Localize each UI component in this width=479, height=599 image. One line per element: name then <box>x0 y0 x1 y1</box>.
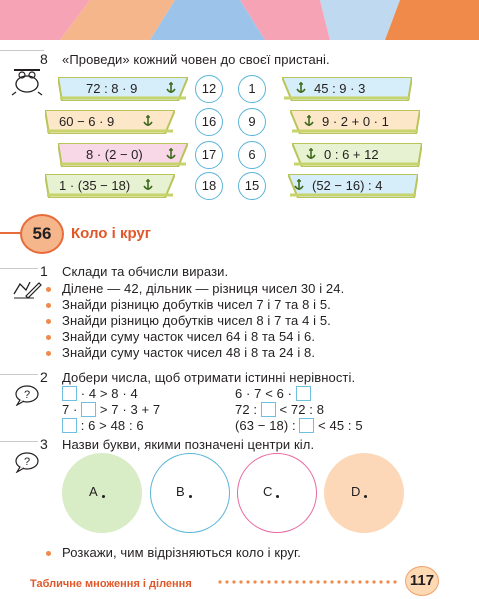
center-label-b: B <box>176 484 185 499</box>
bullet-point <box>46 287 51 292</box>
right-boat <box>282 77 412 101</box>
answer-bubble-left: 17 <box>195 141 223 169</box>
answer-bubble-right: 6 <box>238 141 266 169</box>
bullet-point <box>46 319 51 324</box>
bullet-point <box>46 351 51 356</box>
center-point-a <box>102 495 105 498</box>
left-boat <box>45 110 175 134</box>
inequality <box>235 386 311 401</box>
exercise-1-number: 1 <box>40 263 48 279</box>
answer-bubble-left: 12 <box>195 75 223 103</box>
answer-bubble-left: 18 <box>195 172 223 200</box>
exercise-8-number: 8 <box>40 51 48 67</box>
center-point-c <box>276 495 279 498</box>
answer-box[interactable] <box>81 402 96 417</box>
exercise-2-rule <box>0 374 38 375</box>
inequality <box>235 402 324 417</box>
boat-expression: 1 · (35 − 18) <box>59 178 131 193</box>
inequality-left-part: (63 − 18) : <box>235 418 300 433</box>
center-label-d: D <box>351 484 361 499</box>
inequality-left-part: 6 · 7 < 6 · <box>235 386 296 401</box>
anchor-icon <box>164 146 178 162</box>
top-decorative-band <box>0 0 479 40</box>
page-number: 117 <box>405 566 439 596</box>
anchor-icon <box>292 177 306 193</box>
inequality-left-part: 72 : <box>235 402 261 417</box>
right-boat <box>292 143 422 167</box>
inequality <box>235 418 363 433</box>
exercise-1-rule <box>0 268 38 269</box>
exercise-1-item: Знайди суму часток чисел 48 і 8 та 24 і 8. <box>62 345 316 360</box>
left-boat <box>45 174 175 198</box>
answer-bubble-right: 1 <box>238 75 266 103</box>
boat-expression: 60 − 6 · 9 <box>59 114 115 129</box>
anchor-icon <box>294 80 308 96</box>
answer-bubble-right: 15 <box>238 172 266 200</box>
exercise-1-item: Знайди суму часток чисел 64 і 8 та 54 і 6. <box>62 329 316 344</box>
inequality <box>62 418 144 433</box>
svg-text:?: ? <box>23 389 31 401</box>
answer-box[interactable] <box>62 418 77 433</box>
right-boat <box>290 110 420 134</box>
question-thinking-icon <box>14 384 40 406</box>
left-boat <box>58 77 188 101</box>
center-label-a: A <box>89 484 98 499</box>
section-number-badge: 56 <box>20 214 64 254</box>
circle-b-outline <box>150 453 230 533</box>
center-point-b <box>189 495 192 498</box>
center-label-c: C <box>263 484 273 499</box>
center-point-d <box>364 495 367 498</box>
exercise-3-instruction: Назви букви, якими позначені центри кіл. <box>62 437 315 452</box>
drawing-task-icon <box>10 66 44 96</box>
boat-expression: (52 − 16) : 4 <box>312 178 383 193</box>
inequality-right-part: < 45 : 5 <box>314 418 363 433</box>
anchor-icon <box>164 80 178 96</box>
boat-expression: 8 · (2 − 0) <box>86 147 143 162</box>
exercise-1-item: Знайди різницю добутків чисел 8 і 7 та 4 і 5. <box>62 313 331 328</box>
bullet-point <box>46 551 51 556</box>
boat-expression: 0 : 6 + 12 <box>324 147 379 162</box>
circle-a-filled <box>62 453 142 533</box>
exercise-8-instruction: «Проведи» кожний човен до своєї пристані. <box>62 52 330 67</box>
boat-expression: 45 : 9 · 3 <box>314 81 366 96</box>
anchor-icon <box>141 113 155 129</box>
answer-bubble-right: 9 <box>238 108 266 136</box>
exercise-3-rule <box>0 441 38 442</box>
inequality-right-part: : 6 > 48 : 6 <box>77 418 144 433</box>
footer-title: Табличне множення і ділення <box>30 578 192 590</box>
exercise-2-instruction: Добери числа, щоб отримати істинні нерівності. <box>62 370 356 385</box>
final-task-text: Розкажи, чим відрізняються коло і круг. <box>62 545 301 560</box>
exercise-1-instruction: Склади та обчисли вирази. <box>62 264 229 279</box>
inequality <box>62 386 138 401</box>
answer-box[interactable] <box>261 402 276 417</box>
exercise-2-number: 2 <box>40 369 48 385</box>
section-rule <box>0 232 22 234</box>
question-thinking-icon-2 <box>14 451 40 473</box>
inequality-right-part: > 7 · 3 + 7 <box>96 402 161 417</box>
answer-box[interactable] <box>299 418 314 433</box>
section-title: Коло і круг <box>71 225 152 242</box>
anchor-icon <box>304 146 318 162</box>
answer-bubble-left: 16 <box>195 108 223 136</box>
inequality-right-part: < 72 : 8 <box>275 402 325 417</box>
inequality <box>62 402 160 417</box>
inequality-left-part: 7 · <box>62 402 82 417</box>
circle-d-filled <box>324 453 404 533</box>
right-boat <box>288 174 418 198</box>
exercise-1-item: Ділене — 42, дільник — різниця чисел 30 і 24. <box>62 281 345 296</box>
answer-box[interactable] <box>62 386 77 401</box>
pencil-write-icon <box>12 278 42 300</box>
boat-expression: 9 · 2 + 0 · 1 <box>322 114 389 129</box>
footer-dotted-leader <box>218 579 402 585</box>
bullet-point <box>46 335 51 340</box>
circle-c-outline <box>237 453 317 533</box>
bullet-point <box>46 303 51 308</box>
exercise-3-number: 3 <box>40 436 48 452</box>
exercise-1-item: Знайди різницю добутків чисел 7 і 7 та 8 і 5. <box>62 297 331 312</box>
inequality-right-part: · 4 > 8 · 4 <box>77 386 138 401</box>
left-boat <box>58 143 188 167</box>
answer-box[interactable] <box>296 386 311 401</box>
svg-text:?: ? <box>23 456 31 468</box>
exercise-8-rule <box>0 50 44 51</box>
anchor-icon <box>141 177 155 193</box>
boat-expression: 72 : 8 · 9 <box>86 81 138 96</box>
anchor-icon <box>302 113 316 129</box>
